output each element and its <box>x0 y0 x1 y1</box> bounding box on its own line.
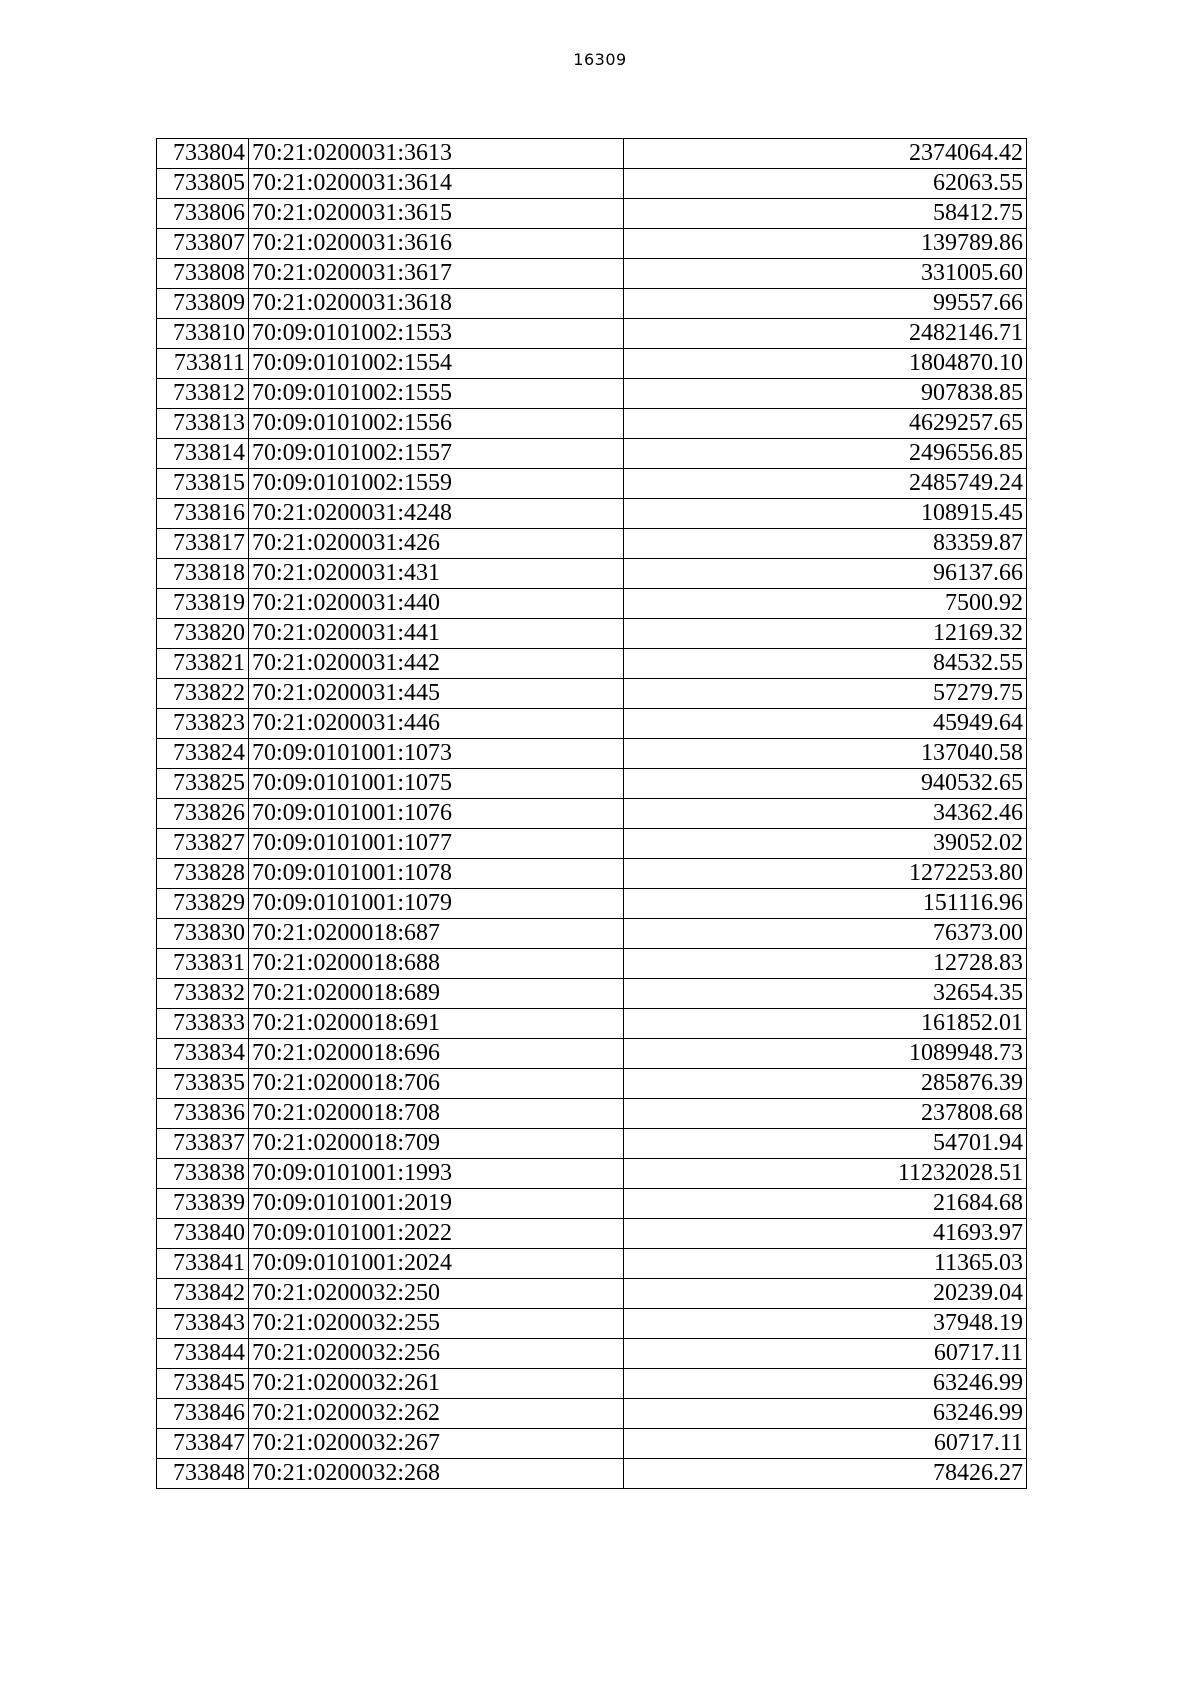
cadastral-number-cell: 70:21:0200031:431 <box>249 559 624 589</box>
cadastral-number-cell: 70:21:0200031:445 <box>249 679 624 709</box>
value-cell: 34362.46 <box>624 799 1027 829</box>
cadastral-number-cell: 70:09:0101002:1555 <box>249 379 624 409</box>
table-row <box>157 1039 1027 1069</box>
table-row <box>157 529 1027 559</box>
value-cell: 54701.94 <box>624 1129 1027 1159</box>
row-id-cell: 733815 <box>157 469 249 499</box>
row-id-cell: 733834 <box>157 1039 249 1069</box>
row-id-cell: 733847 <box>157 1429 249 1459</box>
table-row <box>157 409 1027 439</box>
value-cell: 12728.83 <box>624 949 1027 979</box>
table-row <box>157 1129 1027 1159</box>
table-row <box>157 889 1027 919</box>
cadastral-value-table <box>156 138 1027 1489</box>
table-row <box>157 1189 1027 1219</box>
row-id-cell: 733810 <box>157 319 249 349</box>
table-row <box>157 319 1027 349</box>
table-row <box>157 499 1027 529</box>
row-id-cell: 733831 <box>157 949 249 979</box>
row-id-cell: 733845 <box>157 1369 249 1399</box>
row-id-cell: 733821 <box>157 649 249 679</box>
table-row <box>157 1369 1027 1399</box>
table-row <box>157 1279 1027 1309</box>
row-id-cell: 733823 <box>157 709 249 739</box>
row-id-cell: 733832 <box>157 979 249 1009</box>
table-row <box>157 799 1027 829</box>
row-id-cell: 733840 <box>157 1219 249 1249</box>
row-id-cell: 733838 <box>157 1159 249 1189</box>
table-row <box>157 1459 1027 1489</box>
table-row <box>157 769 1027 799</box>
table-row <box>157 1309 1027 1339</box>
row-id-cell: 733822 <box>157 679 249 709</box>
table-row <box>157 859 1027 889</box>
value-cell: 20239.04 <box>624 1279 1027 1309</box>
table-row <box>157 1399 1027 1429</box>
value-cell: 2496556.85 <box>624 439 1027 469</box>
table-row <box>157 199 1027 229</box>
table-row <box>157 349 1027 379</box>
table-row <box>157 619 1027 649</box>
cadastral-number-cell: 70:21:0200031:3618 <box>249 289 624 319</box>
table-row <box>157 229 1027 259</box>
value-cell: 84532.55 <box>624 649 1027 679</box>
row-id-cell: 733808 <box>157 259 249 289</box>
row-id-cell: 733824 <box>157 739 249 769</box>
table-row <box>157 679 1027 709</box>
value-cell: 1089948.73 <box>624 1039 1027 1069</box>
row-id-cell: 733805 <box>157 169 249 199</box>
value-cell: 108915.45 <box>624 499 1027 529</box>
value-cell: 62063.55 <box>624 169 1027 199</box>
value-cell: 2482146.71 <box>624 319 1027 349</box>
cadastral-number-cell: 70:09:0101002:1554 <box>249 349 624 379</box>
table-row <box>157 139 1027 169</box>
value-cell: 21684.68 <box>624 1189 1027 1219</box>
row-id-cell: 733807 <box>157 229 249 259</box>
cadastral-number-cell: 70:21:0200031:3615 <box>249 199 624 229</box>
table-row <box>157 709 1027 739</box>
cadastral-number-cell: 70:21:0200031:446 <box>249 709 624 739</box>
row-id-cell: 733809 <box>157 289 249 319</box>
value-cell: 63246.99 <box>624 1369 1027 1399</box>
value-cell: 11232028.51 <box>624 1159 1027 1189</box>
cadastral-number-cell: 70:21:0200018:689 <box>249 979 624 1009</box>
table-row <box>157 1249 1027 1279</box>
cadastral-number-cell: 70:09:0101001:1073 <box>249 739 624 769</box>
row-id-cell: 733817 <box>157 529 249 559</box>
row-id-cell: 733841 <box>157 1249 249 1279</box>
row-id-cell: 733814 <box>157 439 249 469</box>
cadastral-number-cell: 70:09:0101001:1075 <box>249 769 624 799</box>
cadastral-number-cell: 70:21:0200032:250 <box>249 1279 624 1309</box>
row-id-cell: 733811 <box>157 349 249 379</box>
table-row <box>157 289 1027 319</box>
table-row <box>157 439 1027 469</box>
table-row <box>157 379 1027 409</box>
cadastral-number-cell: 70:09:0101001:1076 <box>249 799 624 829</box>
cadastral-number-cell: 70:21:0200032:268 <box>249 1459 624 1489</box>
value-cell: 58412.75 <box>624 199 1027 229</box>
table-row <box>157 559 1027 589</box>
cadastral-number-cell: 70:09:0101001:2022 <box>249 1219 624 1249</box>
table-row <box>157 1159 1027 1189</box>
table-body <box>157 139 1027 1489</box>
cadastral-number-cell: 70:21:0200031:441 <box>249 619 624 649</box>
value-cell: 32654.35 <box>624 979 1027 1009</box>
cadastral-number-cell: 70:21:0200032:262 <box>249 1399 624 1429</box>
row-id-cell: 733830 <box>157 919 249 949</box>
row-id-cell: 733846 <box>157 1399 249 1429</box>
table-row <box>157 1009 1027 1039</box>
table-row <box>157 1429 1027 1459</box>
cadastral-number-cell: 70:21:0200018:696 <box>249 1039 624 1069</box>
cadastral-number-cell: 70:21:0200018:687 <box>249 919 624 949</box>
row-id-cell: 733826 <box>157 799 249 829</box>
value-cell: 139789.86 <box>624 229 1027 259</box>
row-id-cell: 733819 <box>157 589 249 619</box>
value-cell: 37948.19 <box>624 1309 1027 1339</box>
value-cell: 940532.65 <box>624 769 1027 799</box>
value-cell: 331005.60 <box>624 259 1027 289</box>
value-cell: 99557.66 <box>624 289 1027 319</box>
value-cell: 96137.66 <box>624 559 1027 589</box>
cadastral-number-cell: 70:21:0200018:709 <box>249 1129 624 1159</box>
value-cell: 60717.11 <box>624 1339 1027 1369</box>
cadastral-number-cell: 70:09:0101001:1078 <box>249 859 624 889</box>
row-id-cell: 733827 <box>157 829 249 859</box>
cadastral-number-cell: 70:21:0200031:3617 <box>249 259 624 289</box>
cadastral-number-cell: 70:21:0200031:3613 <box>249 139 624 169</box>
value-cell: 57279.75 <box>624 679 1027 709</box>
value-cell: 151116.96 <box>624 889 1027 919</box>
value-cell: 41693.97 <box>624 1219 1027 1249</box>
table-row <box>157 169 1027 199</box>
row-id-cell: 733843 <box>157 1309 249 1339</box>
row-id-cell: 733812 <box>157 379 249 409</box>
cadastral-number-cell: 70:21:0200031:4248 <box>249 499 624 529</box>
table-row <box>157 259 1027 289</box>
value-cell: 39052.02 <box>624 829 1027 859</box>
table-row <box>157 1219 1027 1249</box>
value-cell: 78426.27 <box>624 1459 1027 1489</box>
value-cell: 907838.85 <box>624 379 1027 409</box>
row-id-cell: 733844 <box>157 1339 249 1369</box>
cadastral-number-cell: 70:21:0200031:426 <box>249 529 624 559</box>
table-row <box>157 829 1027 859</box>
table-row <box>157 949 1027 979</box>
cadastral-number-cell: 70:21:0200018:708 <box>249 1099 624 1129</box>
value-cell: 11365.03 <box>624 1249 1027 1279</box>
row-id-cell: 733804 <box>157 139 249 169</box>
page-number: 16309 <box>573 50 627 69</box>
value-cell: 161852.01 <box>624 1009 1027 1039</box>
value-cell: 237808.68 <box>624 1099 1027 1129</box>
row-id-cell: 733833 <box>157 1009 249 1039</box>
table-row <box>157 979 1027 1009</box>
value-cell: 285876.39 <box>624 1069 1027 1099</box>
row-id-cell: 733836 <box>157 1099 249 1129</box>
row-id-cell: 733813 <box>157 409 249 439</box>
cadastral-number-cell: 70:21:0200032:261 <box>249 1369 624 1399</box>
table-row <box>157 1069 1027 1099</box>
value-cell: 1804870.10 <box>624 349 1027 379</box>
value-cell: 63246.99 <box>624 1399 1027 1429</box>
table-row <box>157 919 1027 949</box>
cadastral-number-cell: 70:09:0101002:1559 <box>249 469 624 499</box>
table-row <box>157 649 1027 679</box>
value-cell: 2374064.42 <box>624 139 1027 169</box>
value-cell: 1272253.80 <box>624 859 1027 889</box>
row-id-cell: 733829 <box>157 889 249 919</box>
cadastral-number-cell: 70:21:0200031:3616 <box>249 229 624 259</box>
cadastral-number-cell: 70:21:0200032:267 <box>249 1429 624 1459</box>
value-cell: 76373.00 <box>624 919 1027 949</box>
row-id-cell: 733837 <box>157 1129 249 1159</box>
table-row <box>157 739 1027 769</box>
value-cell: 137040.58 <box>624 739 1027 769</box>
value-cell: 7500.92 <box>624 589 1027 619</box>
row-id-cell: 733839 <box>157 1189 249 1219</box>
cadastral-number-cell: 70:09:0101001:1993 <box>249 1159 624 1189</box>
table-row <box>157 1099 1027 1129</box>
cadastral-number-cell: 70:21:0200031:440 <box>249 589 624 619</box>
cadastral-number-cell: 70:09:0101001:2019 <box>249 1189 624 1219</box>
cadastral-number-cell: 70:21:0200018:691 <box>249 1009 624 1039</box>
value-cell: 45949.64 <box>624 709 1027 739</box>
value-cell: 2485749.24 <box>624 469 1027 499</box>
row-id-cell: 733828 <box>157 859 249 889</box>
cadastral-number-cell: 70:21:0200032:256 <box>249 1339 624 1369</box>
value-cell: 60717.11 <box>624 1429 1027 1459</box>
row-id-cell: 733825 <box>157 769 249 799</box>
value-cell: 12169.32 <box>624 619 1027 649</box>
cadastral-number-cell: 70:09:0101002:1553 <box>249 319 624 349</box>
table-row <box>157 1339 1027 1369</box>
row-id-cell: 733816 <box>157 499 249 529</box>
cadastral-number-cell: 70:09:0101002:1556 <box>249 409 624 439</box>
cadastral-number-cell: 70:21:0200018:688 <box>249 949 624 979</box>
row-id-cell: 733835 <box>157 1069 249 1099</box>
cadastral-number-cell: 70:09:0101001:1079 <box>249 889 624 919</box>
cadastral-number-cell: 70:09:0101002:1557 <box>249 439 624 469</box>
cadastral-number-cell: 70:09:0101001:2024 <box>249 1249 624 1279</box>
cadastral-number-cell: 70:21:0200031:442 <box>249 649 624 679</box>
row-id-cell: 733820 <box>157 619 249 649</box>
row-id-cell: 733848 <box>157 1459 249 1489</box>
cadastral-number-cell: 70:21:0200031:3614 <box>249 169 624 199</box>
value-cell: 83359.87 <box>624 529 1027 559</box>
cadastral-number-cell: 70:21:0200032:255 <box>249 1309 624 1339</box>
row-id-cell: 733818 <box>157 559 249 589</box>
row-id-cell: 733842 <box>157 1279 249 1309</box>
table-row <box>157 589 1027 619</box>
value-cell: 4629257.65 <box>624 409 1027 439</box>
cadastral-number-cell: 70:21:0200018:706 <box>249 1069 624 1099</box>
cadastral-number-cell: 70:09:0101001:1077 <box>249 829 624 859</box>
row-id-cell: 733806 <box>157 199 249 229</box>
table-row <box>157 469 1027 499</box>
